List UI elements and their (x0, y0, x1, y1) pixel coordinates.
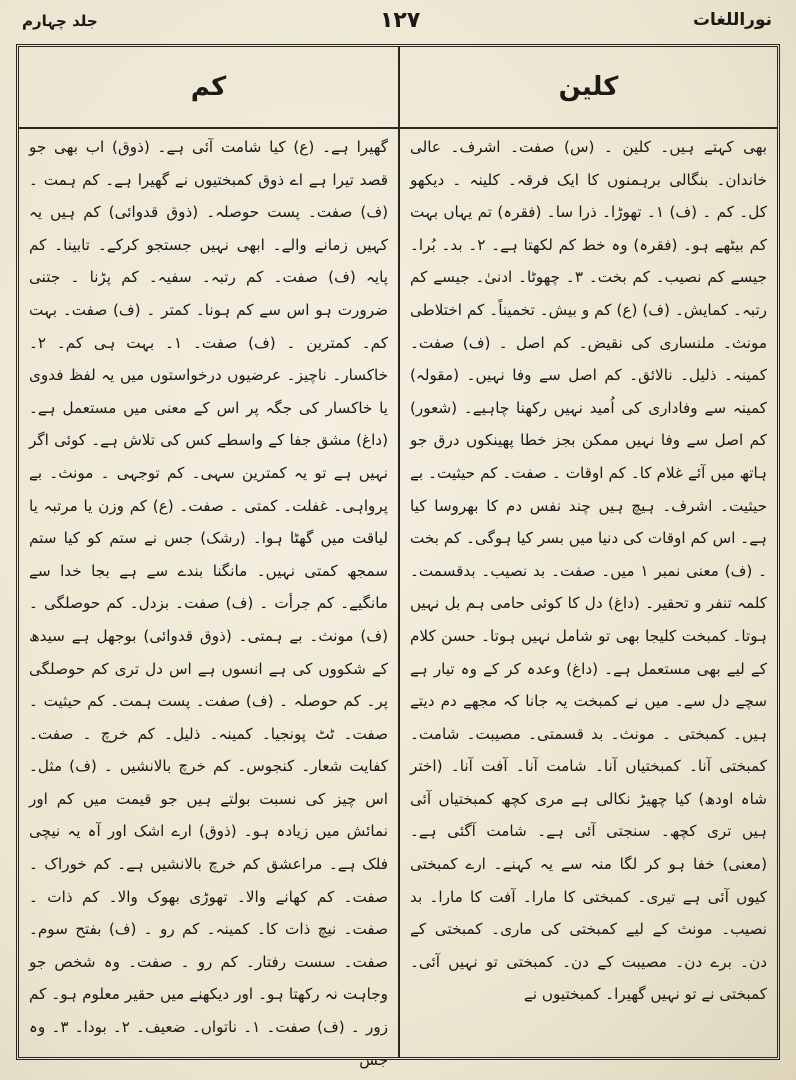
page-number: ۱۲۷ (380, 8, 421, 33)
left-column-text (19, 131, 398, 1069)
right-column-heading: کلین (400, 47, 777, 129)
left-column-heading: کم (19, 47, 400, 129)
right-column-body: بھی کہتے ہیں۔ کلین ۔ (س) صفت۔ اشرف۔ عالی خاندان۔ بنگالی برہمنوں کا ایک فرقہ۔ کلینہ ۔ دیکھو کل۔ کم ۔ (ف) ۱۔ تھوڑا۔ ذرا سا۔ (فقرہ) تم یہاں بہت کم بیٹھے ہو۔ (فقرہ) وہ خط کم لکھتا ہے۔ ۲۔ بد۔ بُرا۔ جیسے کم نصیب۔ کم بخت۔ ۳۔ چھوٹا۔ ادنیٰ۔ جیسے کم رتبہ۔ کمایش۔ (ف) (ع) کم و بیش۔ تخمیناً۔ کم اختلاطی مونث۔ ملنساری کی نقیض۔ کم اصل ۔ (ف) صفت۔ کمینہ۔ ذلیل۔ نالائق۔ کم اصل سے وفا نہیں۔ (مقولہ) کمینہ سے وفاداری کی اُمید نہیں رکھنا چاہیے۔ (شعور) کم اصل سے وفا نہیں ممکن بجز خطا پھینکوں درق جو ہاتھ میں آئے غلام کا۔ کم اوقات ۔ صفت۔ کم حیثیت۔ بے حیثیت۔ اشرف۔ ہیچ ہیں چند نفس دم کا بھروسا کیا ہے۔ اس کم اوقات کی دنیا میں بسر کیا ہوگی۔ کم بخت ۔ (ف) معنی نمبر ۱ میں۔ صفت۔ بد نصیب۔ بدقسمت۔ کلمہ تنفر و تحقیر۔ (داغ) دل کا کوئی حامی ہم بل نہیں ہوتا۔ کمبخت کلیجا بھی تو شامل نہیں ہوتا۔ حسن کلام کے لیے بھی مستعمل ہے۔ (داغ) وعدہ کر کے وہ تیار ہے سچے دل سے۔ میں نے کمبخت یہ جانا کہ مجھے دم دیتے ہیں۔ کمبختی ۔ مونث۔ بد قسمتی۔ مصیبت۔ شامت۔ کمبختی آنا۔ کمبختیاں آنا۔ شامت آنا۔ آفت آنا۔ (اختر شاہ اودھ) کیا چھیڑ نکالی ہے مری کچھ کمبختیاں آئی ہیں تری کچھ۔ سنجتی آئی ہے۔ شامت آگئی ہے۔ (معنی) خفا ہو کر لگا منہ سے یہ کہنے۔ ارے کمبختی کیوں آئی ہے تیری۔ کمبختی کا مارا۔ آفت کا مارا۔ بد نصیب۔ مونث کے لیے کمبختی کی ماری۔ کمبختی کے دن۔ برے دن۔ مصیبت کے دن۔ کمبختی تو نہیں آئی۔ کمبختی نے تو نہیں گھیرا۔ کمبختیوں نے (410, 138, 767, 1004)
page-header (12, 6, 782, 40)
right-column-text (400, 131, 777, 1051)
page-frame (16, 44, 780, 1069)
book-title: نوراللغات (692, 10, 772, 30)
volume-label: جلد چہارم (22, 12, 98, 30)
left-column-body: گھیرا ہے۔ (ع) کیا شامت آئی ہے۔ (ذوق) اب بھی جو قصد تیرا ہے اے ذوق کمبختیوں نے گھیرا ہے۔ کم ہمت ۔ (ف) صفت۔ پست حوصلہ۔ (ذوق قدوائی) کم ہیں یہ کہیں زمانے والے۔ ابھی نہیں جستجو کرکے۔ تابینا۔ کم پایہ (ف) صفت۔ کم رتبہ۔ سفیہ۔ کم پڑنا ۔ جتنی ضرورت ہو اس سے کم ہونا۔ کمتر ۔ (ف) صفت۔ بہت کم۔ کمترین ۔ (ف) صفت۔ ۱۔ بہت ہی کم۔ ۲۔ خاکسار۔ ناچیز۔ عرضیوں درخواستوں میں یہ لفظ فدوی یا خاکسار کی جگہ پر اس کے معنی میں مستعمل ہے۔ (داغ) مشق جفا کے واسطے کس کی تلاش ہے۔ کوئی اگر نہیں ہے تو یہ کمترین سہی۔ کم توجہی ۔ مونث۔ بے پرواہی۔ غفلت۔ کمتی ۔ صفت۔ (ع) کم وزن یا مرتبہ یا لیاقت میں گھٹا ہوا۔ (رشک) جس نے ستم کو کیا ستم سمجھ کمتی نہیں۔ مانگنا بندے سے ہے بجا خدا سے مانگیے۔ کم جرأت ۔ (ف) صفت۔ بزدل۔ کم حوصلگی ۔ (ف) مونث۔ بے ہمتی۔ (ذوق قدوائی) بوجھل ہے سیدھ کے شکووں کی ہے انسوں ہے اس دل تری کم حوصلگی پر۔ کم حوصلہ ۔ (ف) صفت۔ پست ہمت۔ کم حیثیت ۔ صفت۔ ٹٹ پونجیا۔ کمینہ۔ ذلیل۔ کم خرچ ۔ صفت۔ کفایت شعار۔ کنجوس۔ کم خرچ بالانشیں ۔ (ف) مثل۔ اس چیز کی نسبت بولتے ہیں جو قیمت میں کم اور نمائش میں زیادہ ہو۔ (ذوق) ارے اشک اور آہ یہ نیچی فلک ہے۔ مراعشق کم خرچ بالانشیں ہے۔ کم خوراک ۔ صفت۔ کم کھانے والا۔ تھوڑی بھوک والا۔ کم ذات ۔ صفت۔ نیچ ذات کا۔ کمینہ۔ کم رو ۔ (ف) بفتح سوم۔ صفت۔ سست رفتار۔ کم رو ۔ صفت۔ وہ شخص جو وجاہت نہ رکھتا ہو۔ اور دیکھنے میں حقیر معلوم ہو۔ کم زور ۔ (ف) صفت۔ ۱۔ ناتواں۔ ضعیف۔ ۲۔ بودا۔ ۳۔ وہ جس (29, 138, 388, 1069)
